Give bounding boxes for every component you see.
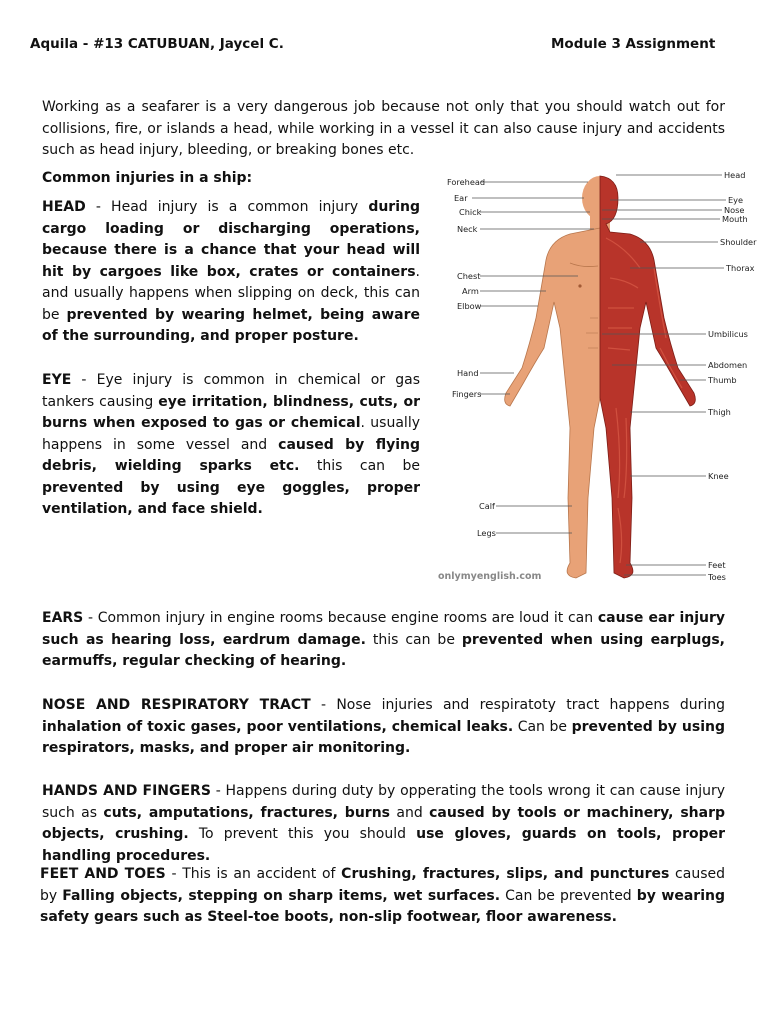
figure-watermark: onlymyenglish.com — [438, 571, 542, 582]
eye-bold-1: eye irritation, blindness, cuts, or burns when exposed to gas or chemical — [42, 393, 420, 431]
intro-paragraph: Working as a seafarer is a very dangerous job because not only that you should watch out for collisions, fire, or islands a head, while working in a vessel it can also cause injury and accidents such as head injury, bleeding, or breaking bones etc. — [42, 99, 725, 158]
nose-text-2: Can be — [513, 718, 572, 735]
feet-title: FEET AND TOES — [40, 866, 166, 882]
label-toes: Toes — [708, 572, 726, 582]
hands-bold-1: cuts, amputations, fractures, burns — [103, 804, 390, 821]
label-eye: Eye — [728, 195, 744, 205]
label-knee: Knee — [708, 471, 729, 481]
eye-text-3: this can be — [299, 458, 420, 474]
label-head: Head — [724, 170, 746, 180]
head-text-2: . and usually happens when slipping on deck, this can be — [42, 263, 420, 323]
feet-section — [40, 864, 725, 929]
hands-title: HANDS AND FINGERS — [42, 783, 211, 799]
ears-section — [42, 608, 725, 673]
head-text-1: - Head injury is a common injury — [85, 199, 369, 215]
hands-bold-2: caused by tools or machinery, sharp objects, crushing. — [42, 804, 725, 842]
eye-section — [42, 370, 420, 521]
head-bold-2: prevented by wearing helmet, being aware of the surrounding, and proper posture. — [42, 306, 420, 344]
head-title: HEAD — [42, 199, 86, 215]
hands-text-2: and — [390, 804, 430, 821]
eye-bold-2: caused by flying debris, wielding sparks etc. — [42, 436, 421, 474]
feet-text-3: Can be prevented — [500, 887, 637, 904]
ears-bold-2: prevented when using earplugs, earmuffs, regular checking of hearing. — [42, 631, 725, 669]
label-mouth: Mouth — [722, 214, 748, 224]
label-nose: Nose — [724, 205, 745, 215]
hands-bold-3: use gloves, guards on tools, proper handling procedures. — [42, 826, 726, 864]
label-thigh: Thigh — [708, 407, 731, 417]
nose-section — [42, 695, 725, 760]
feet-bold-2: Falling objects, stepping on sharp items, wet surfaces. — [62, 887, 501, 904]
hands-text-1: - Happens during duty by opperating the tools wrong it can cause injury such as — [42, 783, 726, 821]
label-abdomen: Abdomen — [708, 360, 748, 370]
label-arm: Arm — [462, 286, 479, 296]
header-student-info: Aquila - #13 CATUBUAN, Jaycel C. — [30, 36, 284, 52]
ears-text-2: this can be — [365, 631, 462, 648]
label-shoulder: Shoulder — [720, 237, 757, 247]
label-chick: Chick — [459, 207, 482, 217]
ears-bold-1: cause ear injury such as hearing loss, eardrum damage. — [42, 610, 726, 648]
hands-section — [42, 781, 725, 867]
label-forehead: Forehead — [447, 177, 486, 187]
ears-text-1: - Common injury in engine rooms because engine rooms are loud it can — [83, 610, 598, 626]
nose-bold-1: inhalation of toxic gases, poor ventilations, chemical leaks. — [42, 718, 514, 735]
head-bold-1: during cargo loading or discharging operations, because there is a chance that your head will hit by cargoes like box, crates or containers — [42, 199, 420, 280]
eye-text-1: - Eye injury is common in chemical or gas tankers causing — [42, 372, 420, 410]
label-chest: Chest — [457, 271, 481, 281]
eye-text-2: . usually happens in some vessel and — [42, 415, 420, 453]
label-feet: Feet — [708, 560, 726, 570]
eye-title: EYE — [42, 372, 72, 388]
feet-text-2: caused by — [40, 866, 726, 904]
head-section — [42, 197, 420, 348]
nose-text-1: - Nose injuries and respiratoty tract happens during — [310, 697, 726, 713]
anatomy-diagram — [430, 168, 758, 588]
label-hand: Hand — [457, 368, 479, 378]
hands-text-3: To prevent this you should — [188, 826, 417, 842]
label-umbilicus: Umbilicus — [708, 329, 748, 339]
label-neck: Neck — [457, 224, 478, 234]
feet-bold-1: Crushing, fractures, slips, and punctures — [341, 866, 670, 882]
label-legs: Legs — [477, 528, 496, 538]
label-ear: Ear — [454, 193, 468, 203]
feet-bold-3: by wearing safety gears such as Steel-toe boots, non-slip footwear, floor awareness. — [40, 887, 725, 925]
label-fingers: Fingers — [452, 389, 482, 399]
feet-text-1: - This is an accident of — [165, 866, 342, 882]
ears-title: EARS — [42, 610, 84, 626]
header-assignment-title: Module 3 Assignment — [551, 36, 716, 52]
label-calf: Calf — [479, 501, 495, 511]
common-injuries-heading: Common injuries in a ship: — [42, 170, 253, 186]
label-elbow: Elbow — [457, 301, 482, 311]
eye-bold-3: prevented by using eye goggles, proper ventilation, and face shield. — [42, 479, 420, 517]
body-muscle-half — [600, 176, 695, 578]
nose-title: NOSE AND RESPIRATORY TRACT — [42, 697, 311, 713]
label-thorax: Thorax — [726, 263, 755, 273]
label-thumb: Thumb — [708, 375, 737, 385]
nose-bold-2: prevented by using respirators, masks, and proper air monitoring. — [42, 718, 726, 756]
